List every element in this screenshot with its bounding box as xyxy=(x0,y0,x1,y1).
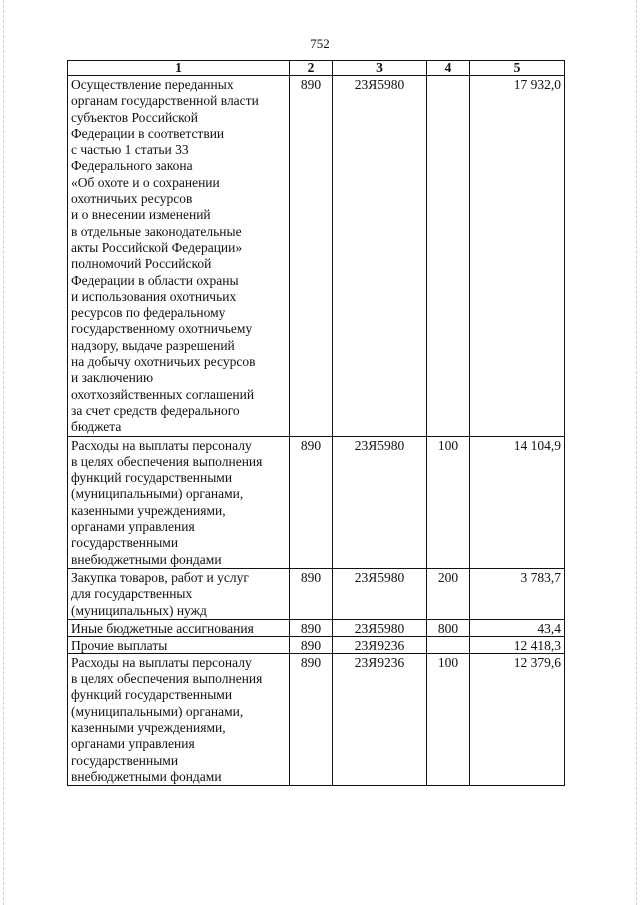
table-row xyxy=(68,568,565,619)
row-ministry: 890 xyxy=(290,76,333,437)
row-amount: 12 418,3 xyxy=(470,636,565,653)
header-col-3: 3 xyxy=(333,61,427,76)
row-target-article: 23Я9236 xyxy=(333,653,427,785)
row-target-article: 23Я9236 xyxy=(333,636,427,653)
row-target-article: 23Я5980 xyxy=(333,619,427,636)
row-amount: 17 932,0 xyxy=(470,76,565,437)
row-amount: 14 104,9 xyxy=(470,436,565,568)
table-row xyxy=(68,619,565,636)
row-ministry: 890 xyxy=(290,568,333,619)
row-amount: 12 379,6 xyxy=(470,653,565,785)
row-expense-type xyxy=(427,636,470,653)
row-target-article: 23Я5980 xyxy=(333,436,427,568)
header-col-4: 4 xyxy=(427,61,470,76)
row-ministry: 890 xyxy=(290,636,333,653)
budget-table xyxy=(67,60,565,786)
row-name: Иные бюджетные ассигнования xyxy=(68,619,290,636)
row-expense-type xyxy=(427,76,470,437)
row-amount: 43,4 xyxy=(470,619,565,636)
row-ministry: 890 xyxy=(290,619,333,636)
row-ministry: 890 xyxy=(290,436,333,568)
header-col-1: 1 xyxy=(68,61,290,76)
page-number: 752 xyxy=(310,36,330,51)
header-row xyxy=(68,61,565,76)
row-expense-type: 200 xyxy=(427,568,470,619)
row-name: Закупка товаров, работ и услуг для государственных (муниципальных) нужд xyxy=(68,568,290,619)
row-name: Прочие выплаты xyxy=(68,636,290,653)
table-row xyxy=(68,636,565,653)
row-name: Осуществление переданных органам государственной власти субъектов Российской Федерации в соответствии с частью 1 статьи 33 Федерального закона «Об охоте и о сохранении охотничьих ресурсов и о внесении изменений в отдельные законодательные акты Российской Федерации» полномочий Российской Федерации в области охраны и использования охотничьих ресурсов по федеральному государственному охотничьему надзору, выдаче разрешений на добычу охотничьих ресурсов и заключению охотхозяйственных соглашений за счет средств федерального бюджета xyxy=(68,76,290,437)
table-row xyxy=(68,653,565,785)
row-name: Расходы на выплаты персоналу в целях обеспечения выполнения функций государственными (муниципальными) органами, казенными учреждениями, органами управления государственными внебюджетными фондами xyxy=(68,653,290,785)
table-row xyxy=(68,76,565,437)
row-expense-type: 100 xyxy=(427,436,470,568)
row-target-article: 23Я5980 xyxy=(333,76,427,437)
row-name: Расходы на выплаты персоналу в целях обеспечения выполнения функций государственными (муниципальными) органами, казенными учреждениями, органами управления государственными внебюджетными фондами xyxy=(68,436,290,568)
table-row xyxy=(68,436,565,568)
header-col-2: 2 xyxy=(290,61,333,76)
header-col-5: 5 xyxy=(470,61,565,76)
row-expense-type: 100 xyxy=(427,653,470,785)
page-edge-right xyxy=(636,0,637,905)
row-ministry: 890 xyxy=(290,653,333,785)
row-target-article: 23Я5980 xyxy=(333,568,427,619)
row-expense-type: 800 xyxy=(427,619,470,636)
row-amount: 3 783,7 xyxy=(470,568,565,619)
page-edge-left xyxy=(3,0,4,905)
